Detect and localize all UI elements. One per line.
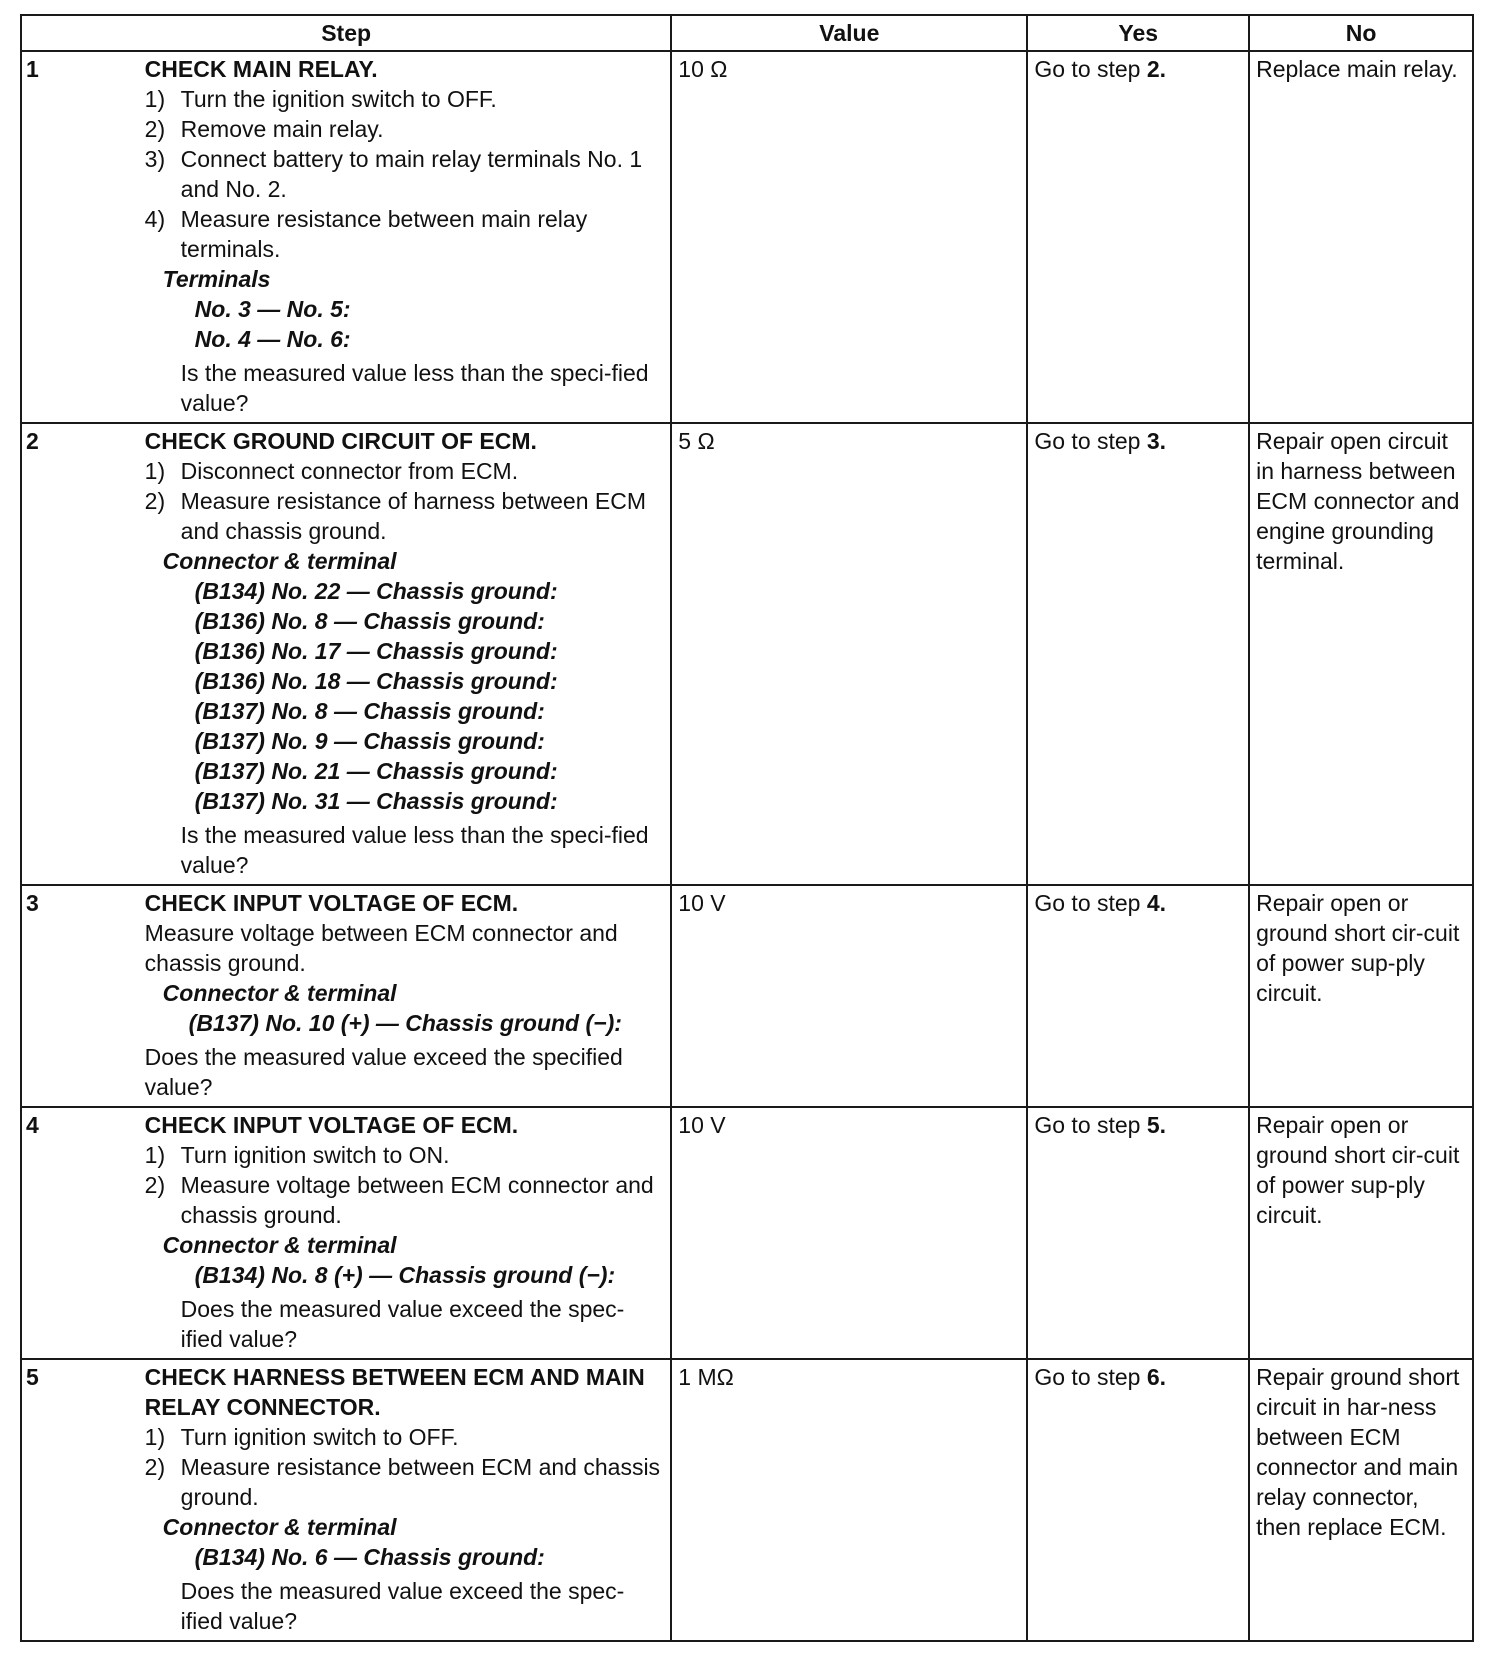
no-action: Repair open or ground short cir-cuit of power sup-ply circuit. (1249, 1107, 1473, 1359)
terminal-spec: (B136) No. 17 — Chassis ground: (194, 638, 558, 664)
step-title: CHECK MAIN RELAY. (144, 56, 378, 82)
table-row (21, 885, 1473, 1107)
no-action: Repair open circuit in harness between ECM connector and engine grounding terminal. (1249, 423, 1473, 885)
terminal-spec: No. 3 — No. 5: (194, 296, 351, 322)
step-question: Is the measured value less than the speci-fied value? (180, 360, 649, 416)
sub-step: 2) Measure resistance between ECM and chassis ground. (144, 1454, 661, 1510)
yes-step-ref: 4. (1146, 890, 1167, 916)
yes-step-ref: 6. (1146, 1364, 1167, 1390)
spec-value: 10 V (671, 885, 1027, 1107)
step-question: Does the measured value exceed the specified value? (144, 1044, 623, 1100)
yes-action: Go to step 5. (1027, 1107, 1249, 1359)
step-question: Does the measured value exceed the spec-ified value? (180, 1296, 625, 1352)
sub-step: 1) Turn the ignition switch to OFF. (144, 86, 497, 112)
step-question: Is the measured value less than the speci-fied value? (180, 822, 649, 878)
header-value: Value (671, 15, 1027, 51)
terminal-spec: (B137) No. 10 (+) — Chassis ground (−): (188, 1010, 622, 1036)
sub-step: 2) Measure voltage between ECM connector and chassis ground. (144, 1172, 654, 1228)
sub-step: 1) Turn ignition switch to ON. (144, 1142, 450, 1168)
terminal-spec: (B136) No. 8 — Chassis ground: (194, 608, 545, 634)
table-row (21, 423, 1473, 885)
step-description (145, 423, 672, 885)
yes-action: Go to step 2. (1027, 51, 1249, 423)
terminal-spec: (B134) No. 6 — Chassis ground: (194, 1544, 545, 1570)
step-description (145, 1107, 672, 1359)
table-row (21, 51, 1473, 423)
yes-action: Go to step 3. (1027, 423, 1249, 885)
no-action: Replace main relay. (1249, 51, 1473, 423)
no-action: Repair ground short circuit in har-ness between ECM connector and main relay connector, then replace ECM. (1249, 1359, 1473, 1641)
step-description (145, 885, 672, 1107)
yes-action: Go to step 6. (1027, 1359, 1249, 1641)
sub-step: 1) Turn ignition switch to OFF. (144, 1424, 459, 1450)
sub-step: 1) Disconnect connector from ECM. (144, 458, 519, 484)
terminal-label: Connector & terminal (162, 548, 397, 574)
terminal-label: Connector & terminal (162, 980, 397, 1006)
yes-step-ref: 2. (1146, 56, 1167, 82)
spec-value: 5 Ω (671, 423, 1027, 885)
table-row (21, 1359, 1473, 1641)
header-row (21, 15, 1473, 51)
terminal-spec: (B134) No. 22 — Chassis ground: (194, 578, 558, 604)
header-no: No (1249, 15, 1473, 51)
table-row (21, 1107, 1473, 1359)
header-step: Step (21, 15, 671, 51)
sub-step: 4) Measure resistance between main relay terminals. (144, 206, 588, 262)
sub-step: 2) Remove main relay. (144, 116, 384, 142)
terminal-label: Connector & terminal (162, 1232, 397, 1258)
step-title: CHECK INPUT VOLTAGE OF ECM. (144, 1112, 519, 1138)
terminal-spec: (B137) No. 8 — Chassis ground: (194, 698, 545, 724)
spec-value: 10 V (671, 1107, 1027, 1359)
step-number: 1 (26, 56, 39, 82)
step-number: 3 (26, 890, 39, 916)
terminal-spec: (B134) No. 8 (+) — Chassis ground (−): (194, 1262, 616, 1288)
terminal-spec: (B137) No. 9 — Chassis ground: (194, 728, 545, 754)
step-number: 4 (26, 1112, 39, 1138)
yes-step-ref: 5. (1146, 1112, 1167, 1138)
step-title: CHECK HARNESS BETWEEN ECM AND MAIN RELAY CONNECTOR. (144, 1364, 645, 1420)
yes-action: Go to step 4. (1027, 885, 1249, 1107)
step-description (145, 51, 672, 423)
spec-value: 1 MΩ (671, 1359, 1027, 1641)
terminal-spec: (B136) No. 18 — Chassis ground: (194, 668, 558, 694)
sub-step: 2) Measure resistance of harness between ECM and chassis ground. (144, 488, 646, 544)
step-title: CHECK GROUND CIRCUIT OF ECM. (144, 428, 537, 454)
step-question: Does the measured value exceed the spec-ified value? (180, 1578, 625, 1634)
step-description (145, 1359, 672, 1641)
no-action: Repair open or ground short cir-cuit of power sup-ply circuit. (1249, 885, 1473, 1107)
step-number: 2 (26, 428, 39, 454)
terminal-spec: No. 4 — No. 6: (194, 326, 351, 352)
sub-step: 3) Connect battery to main relay terminals No. 1 and No. 2. (144, 146, 643, 202)
step-intro: Measure voltage between ECM connector and chassis ground. (144, 920, 618, 976)
terminal-label: Connector & terminal (162, 1514, 397, 1540)
step-title: CHECK INPUT VOLTAGE OF ECM. (144, 890, 519, 916)
header-yes: Yes (1027, 15, 1249, 51)
step-number: 5 (26, 1364, 39, 1390)
spec-value: 10 Ω (671, 51, 1027, 423)
terminal-label: Terminals (162, 266, 271, 292)
diagnostic-table (20, 14, 1474, 1642)
terminal-spec: (B137) No. 21 — Chassis ground: (194, 758, 558, 784)
yes-step-ref: 3. (1146, 428, 1167, 454)
terminal-spec: (B137) No. 31 — Chassis ground: (194, 788, 558, 814)
